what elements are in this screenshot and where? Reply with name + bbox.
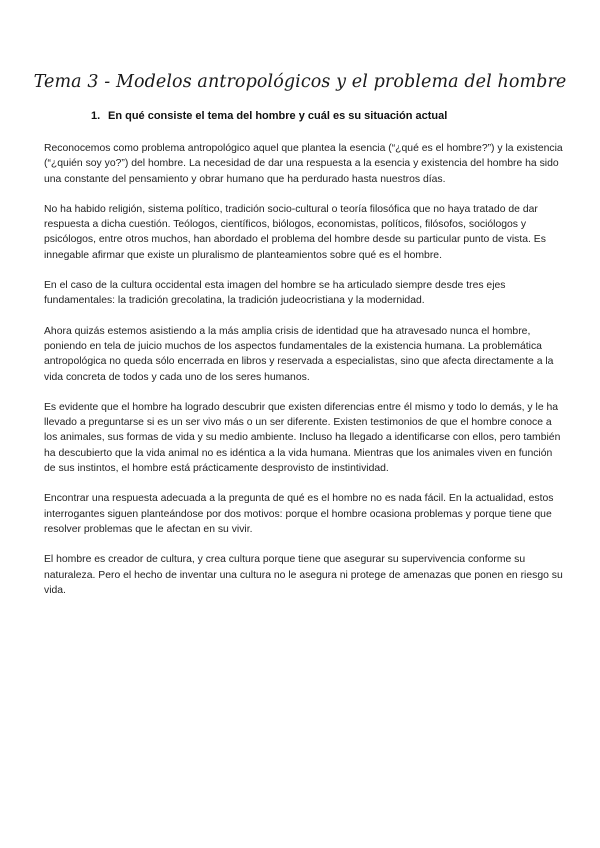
section-heading — [91, 110, 447, 122]
section-number: 1. — [91, 110, 101, 122]
paragraph: Es evidente que el hombre ha logrado descubrir que existen diferencias entre él mismo y todo lo demás, y le ha llevado a preguntarse si es un ser vivo más o un ser diferente. Existen testimonios de que el hombre conoce a los animales, sus formas de vida y su medio ambiente. Incluso ha llegado a identificarse con ellos, pero también ha descubierto que la vida animal no es idéntica a la vida humana. Mientras que los animales viven en función de sus instintos, el hombre está prácticamente desprovisto de instintividad. — [44, 401, 561, 475]
paragraph: Encontrar una respuesta adecuada a la pregunta de qué es el hombre no es nada fácil. En la actualidad, estos interrogantes siguen planteándose por dos motivos: porque el hombre ocasiona problemas y porque tiene que resolver problemas que le afectan en su vivir. — [44, 493, 554, 535]
page-title: Tema 3 - Modelos antropológicos y el problema del hombre — [33, 72, 567, 92]
paragraph: No ha habido religión, sistema político, tradición socio-cultural o teoría filosófica que no haya tratado de dar respuesta a dicha cuestión. Teólogos, científicos, biólogos, economistas, políticos, filósofos, sociólogos y psicólogos, entre otros muchos, han abordado el problema del hombre desde su particular punto de vista. Es innegable afirmar que existe un pluralismo de planteamientos sobre qué es el hombre. — [44, 203, 546, 261]
paragraph: El hombre es creador de cultura, y crea cultura porque tiene que asegurar su supervivencia conforme su naturaleza. Pero el hecho de inventar una cultura no le asegura ni protege de amenazas que ponen en riesgo su vida. — [44, 554, 563, 596]
section-heading-text: En qué consiste el tema del hombre y cuál es su situación actual — [108, 110, 448, 122]
paragraph: Ahora quizás estemos asistiendo a la más amplia crisis de identidad que ha atravesado nunca el hombre, poniendo en tela de juicio muchos de los aspectos fundamentales de la existencia humana. La problemática antropológica no queda sólo encerrada en libros y reservada a especialistas, sino que afecta directamente a la vida concreta de todos y cada uno de los seres humanos. — [44, 325, 554, 383]
body-text — [44, 141, 564, 613]
paragraph: En el caso de la cultura occidental esta imagen del hombre se ha articulado siempre desde tres ejes fundamentales: la tradición grecolatina, la tradición judeocristiana y la modernidad. — [44, 280, 506, 307]
paragraph: Reconocemos como problema antropológico aquel que plantea la esencia (“¿qué es el hombre?”) y la existencia (“¿quién soy yo?”) del hombre. La necesidad de dar una respuesta a la esencia y existencia del hombre ha sido una constante del pensamiento y obrar humano que ha perdurado hasta nuestros días. — [44, 143, 563, 185]
